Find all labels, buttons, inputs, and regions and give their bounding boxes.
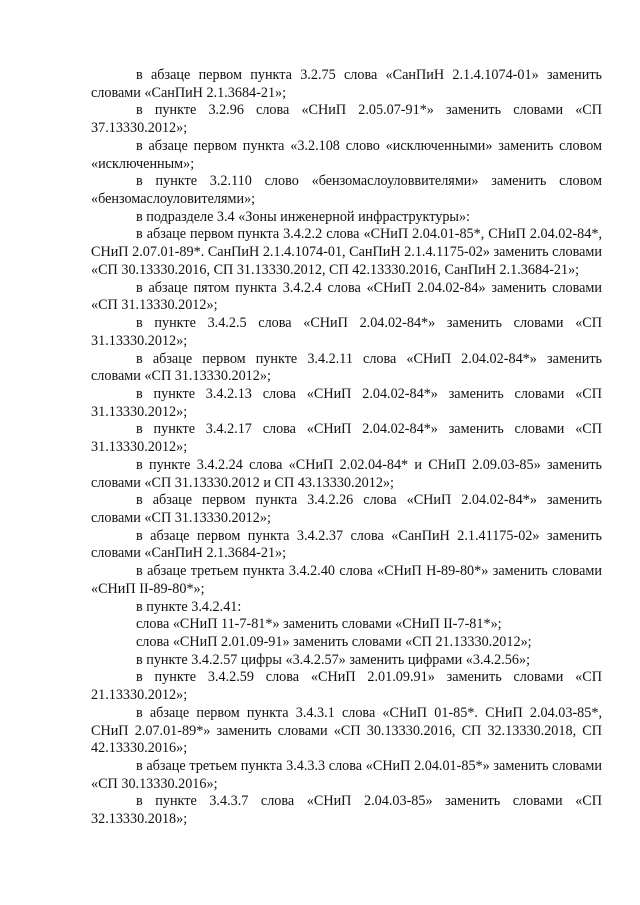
paragraph: в абзаце третьем пункта 3.4.2.40 слова «СНиП Н-89-80*» заменить словами «СНиП II-89-80*»; xyxy=(91,563,602,597)
paragraph: в подразделе 3.4 «Зоны инженерной инфраструктуры»: xyxy=(136,208,470,225)
paragraph: в абзаце первом пункта 3.4.2.37 слова «СанПиН 2.1.41175-02» заменить словами «СанПиН 2.1.3684-21»; xyxy=(91,527,602,562)
paragraph: в пункте 3.4.2.17 слова «СНиП 2.04.02-84*» заменить словами «СП 31.13330.2012»; xyxy=(91,421,602,456)
paragraph: в пункте 3.4.2.59 слова «СНиП 2.01.09.91» заменить словами «СП 21.13330.2012»; xyxy=(91,669,602,704)
paragraph: в пункте 3.4.2.57 цифры «3.4.2.57» заменить цифрами «3.4.2.56»; xyxy=(136,651,531,668)
paragraph: в пункте 3.2.96 слова «СНиП 2.05.07-91*» заменить словами «СП 37.13330.2012»; xyxy=(91,102,602,137)
paragraph: в абзаце первом пункта 3.4.2.26 слова «СНиП 2.04.02-84*» заменить словами «СП 31.13330.2012»; xyxy=(91,492,602,526)
paragraph: в пункте 3.4.2.5 слова «СНиП 2.04.02-84*» заменить словами «СП 31.13330.2012»; xyxy=(91,315,602,349)
paragraph: в пункте 3.4.2.24 слова «СНиП 2.02.04-84* и СНиП 2.09.03-85» заменить словами «СП 31.13330.2012 и СП 43.13330.2012»; xyxy=(91,456,602,491)
paragraph: в пункте 3.4.2.13 слова «СНиП 2.04.02-84*» заменить словами «СП 31.13330.2012»; xyxy=(91,385,602,420)
paragraph: в пункте 3.2.110 слово «бензомаслоуловвителями» заменить словом «бензомаслоуловителями»; xyxy=(91,173,602,208)
paragraph: слова «СНиП 2.01.09-91» заменить словами «СП 21.13330.2012»; xyxy=(136,634,532,650)
paragraph: в абзаце первом пункта 3.4.2.2 слова «СНиП 2.04.01-85*, СНиП 2.04.02-84*, СНиП 2.07.01-89*. СанПиН 2.1.4.1074-01, СанПиН 2.1.4.1175-02» заменить словами «СП 30.13330.2016, СП 31.13330.2012, СП 42.13330.2016, СанПиН 2.1.3684-21»; xyxy=(91,226,602,278)
paragraph: в абзаце первом пункте 3.4.2.11 слова «СНиП 2.04.02-84*» заменить словами «СП 31.13330.2012»; xyxy=(91,350,602,385)
paragraph: в абзаце первом пункта «3.2.108 слово «исключенными» заменить словом «исключенным»; xyxy=(91,137,602,172)
paragraph: в абзаце пятом пункта 3.4.2.4 слова «СНиП 2.04.02-84» заменить словами «СП 31.13330.2012»; xyxy=(91,279,602,314)
paragraph: в абзаце первом пункта 3.4.3.1 слова «СНиП 01-85*. СНиП 2.04.03-85*, СНиП 2.07.01-89*» заменить словами «СП 30.13330.2016, СП 32.13330.2018, СП 42.13330.2016»; xyxy=(91,704,602,757)
paragraph: в пункте 3.4.2.41: xyxy=(136,598,242,615)
document-page xyxy=(91,67,602,829)
paragraph: в абзаце первом пункта 3.2.75 слова «СанПиН 2.1.4.1074-01» заменить словами «СанПиН 2.1.3684-21»; xyxy=(91,67,602,101)
paragraph: слова «СНиП 11-7-81*» заменить словами «СНиП II-7-81*»; xyxy=(136,616,502,633)
paragraph: в абзаце третьем пункта 3.4.3.3 слова «СНиП 2.04.01-85*» заменить словами «СП 30.13330.2016»; xyxy=(91,758,602,792)
paragraph: в пункте 3.4.3.7 слова «СНиП 2.04.03-85» заменить словами «СП 32.13330.2018»; xyxy=(91,793,602,828)
